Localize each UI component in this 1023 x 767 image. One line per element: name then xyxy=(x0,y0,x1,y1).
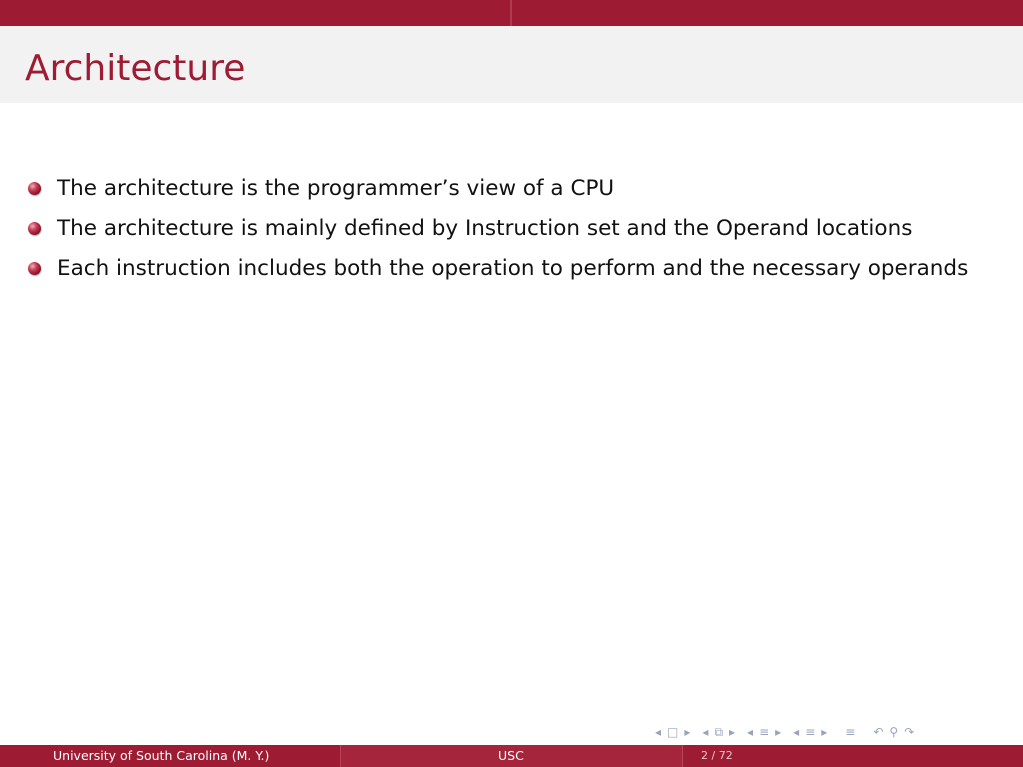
next-subsection-arrow-icon[interactable]: ▸ xyxy=(729,725,736,739)
bullet-ball-icon xyxy=(28,262,41,275)
frame-icon[interactable]: □ xyxy=(667,725,679,739)
subsection-icon[interactable]: ⧉ xyxy=(714,725,724,739)
bullet-text: The architecture is the programmer’s view of a CPU xyxy=(57,176,615,201)
header-bar xyxy=(0,0,1023,26)
header-bar-left xyxy=(0,0,510,26)
document-icon[interactable]: ≡ xyxy=(805,725,816,739)
bullet-ball-icon xyxy=(28,222,41,235)
footer-institute-box xyxy=(341,745,682,767)
search-icon[interactable]: ⚲ xyxy=(889,725,899,739)
forward-icon[interactable]: ↷ xyxy=(904,725,915,739)
prev-document-arrow-icon[interactable]: ◂ xyxy=(793,725,800,739)
beamer-navigation-bar xyxy=(655,722,920,742)
bullet-text: The architecture is mainly defined by Instruction set and the Operand locations xyxy=(57,216,913,241)
section-icon[interactable]: ≡ xyxy=(759,725,770,739)
footer-institute: USC xyxy=(498,748,524,763)
prev-frame-arrow-icon[interactable]: ◂ xyxy=(655,725,662,739)
footer-page-box xyxy=(683,745,1023,767)
back-icon[interactable]: ↶ xyxy=(873,725,884,739)
slide-title: Architecture xyxy=(25,48,246,89)
bullet-text: Each instruction includes both the operation to perform and the necessary operands xyxy=(57,256,969,281)
bullet-ball-icon xyxy=(28,182,41,195)
frame-title-bar xyxy=(0,26,1023,103)
next-section-arrow-icon[interactable]: ▸ xyxy=(775,725,782,739)
next-document-arrow-icon[interactable]: ▸ xyxy=(821,725,828,739)
footer-bar xyxy=(0,745,1023,767)
footer-author-box xyxy=(0,745,340,767)
next-frame-arrow-icon[interactable]: ▸ xyxy=(684,725,691,739)
footer-author: University of South Carolina (M. Y.) xyxy=(53,748,270,763)
prev-subsection-arrow-icon[interactable]: ◂ xyxy=(702,725,709,739)
align-icon[interactable]: ≡ xyxy=(845,725,856,739)
header-bar-right xyxy=(512,0,1023,26)
page-number: 2 / 72 xyxy=(701,749,733,762)
prev-section-arrow-icon[interactable]: ◂ xyxy=(747,725,754,739)
